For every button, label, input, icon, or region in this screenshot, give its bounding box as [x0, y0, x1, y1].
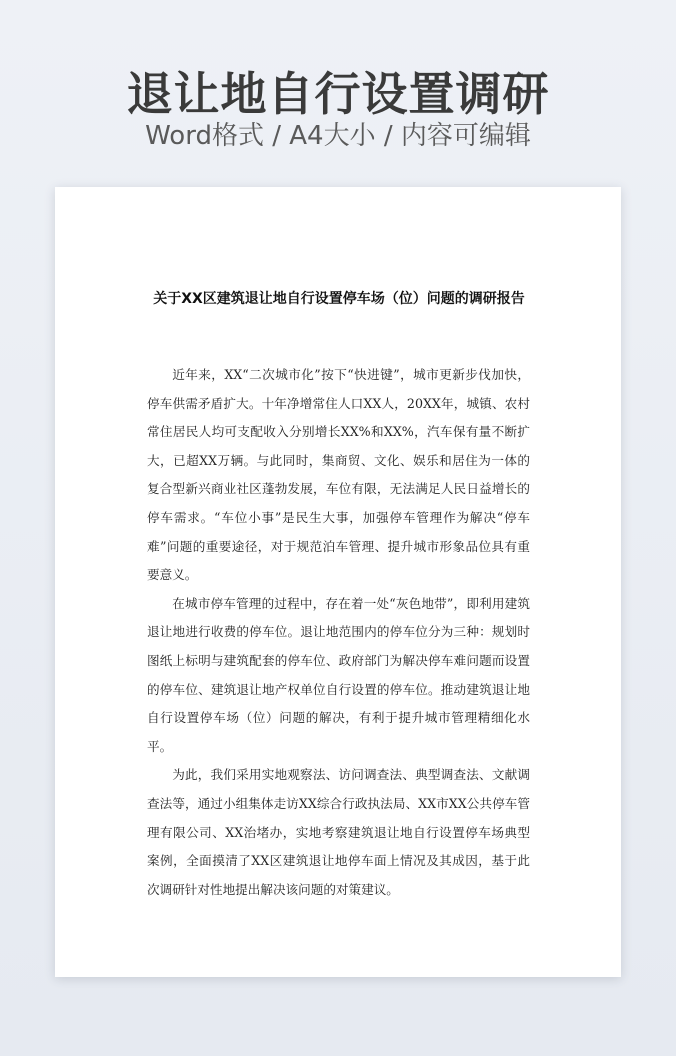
- banner: [0, 0, 676, 180]
- document-title: 关于XX区建筑退让地自行设置停车场（位）问题的调研报告: [153, 291, 525, 307]
- banner-title: 退让地自行设置调研: [126, 67, 550, 121]
- paragraph: 近年来，XX“二次城市化”按下“快进键”，城市更新步伐加快，停车供需矛盾扩大。十年净增常住人口XX人，20XX年，城镇、农村常住居民人均可支配收入分别增长XX%和XX%，汽车保有量不断扩大，已超XX万辆。与此同时，集商贸、文化、娱乐和居住为一体的复合型新兴商业社区蓬勃发展，车位有限，无法满足人民日益增长的停车需求。“车位小事”是民生大事，加强停车管理作为解决“停车难”问题的重要途径，对于规范泊车管理、提升城市形象品位具有重要意义。: [147, 367, 530, 583]
- banner-subtitle: Word格式 / A4大小 / 内容可编辑: [145, 121, 531, 151]
- paragraph: 为此，我们采用实地观察法、访问调查法、典型调查法、文献调查法等，通过小组集体走访XX综合行政执法局、XX市XX公共停车管理有限公司、XX治堵办，实地考察建筑退让地自行设置停车场典型案例，全面摸清了XX区建筑退让地停车面上情况及其成因，基于此次调研针对性地提出解决该问题的对策建议。: [147, 767, 530, 897]
- document-body: [147, 361, 530, 904]
- document-page: [55, 187, 621, 977]
- paragraph: 在城市停车管理的过程中，存在着一处“灰色地带”，即利用建筑退让地进行收费的停车位。退让地范围内的停车位分为三种：规划时图纸上标明与建筑配套的停车位、政府部门为解决停车难问题而设置的停车位、建筑退让地产权单位自行设置的停车位。推动建筑退让地自行设置停车场（位）问题的解决，有利于提升城市管理精细化水平。: [147, 595, 530, 754]
